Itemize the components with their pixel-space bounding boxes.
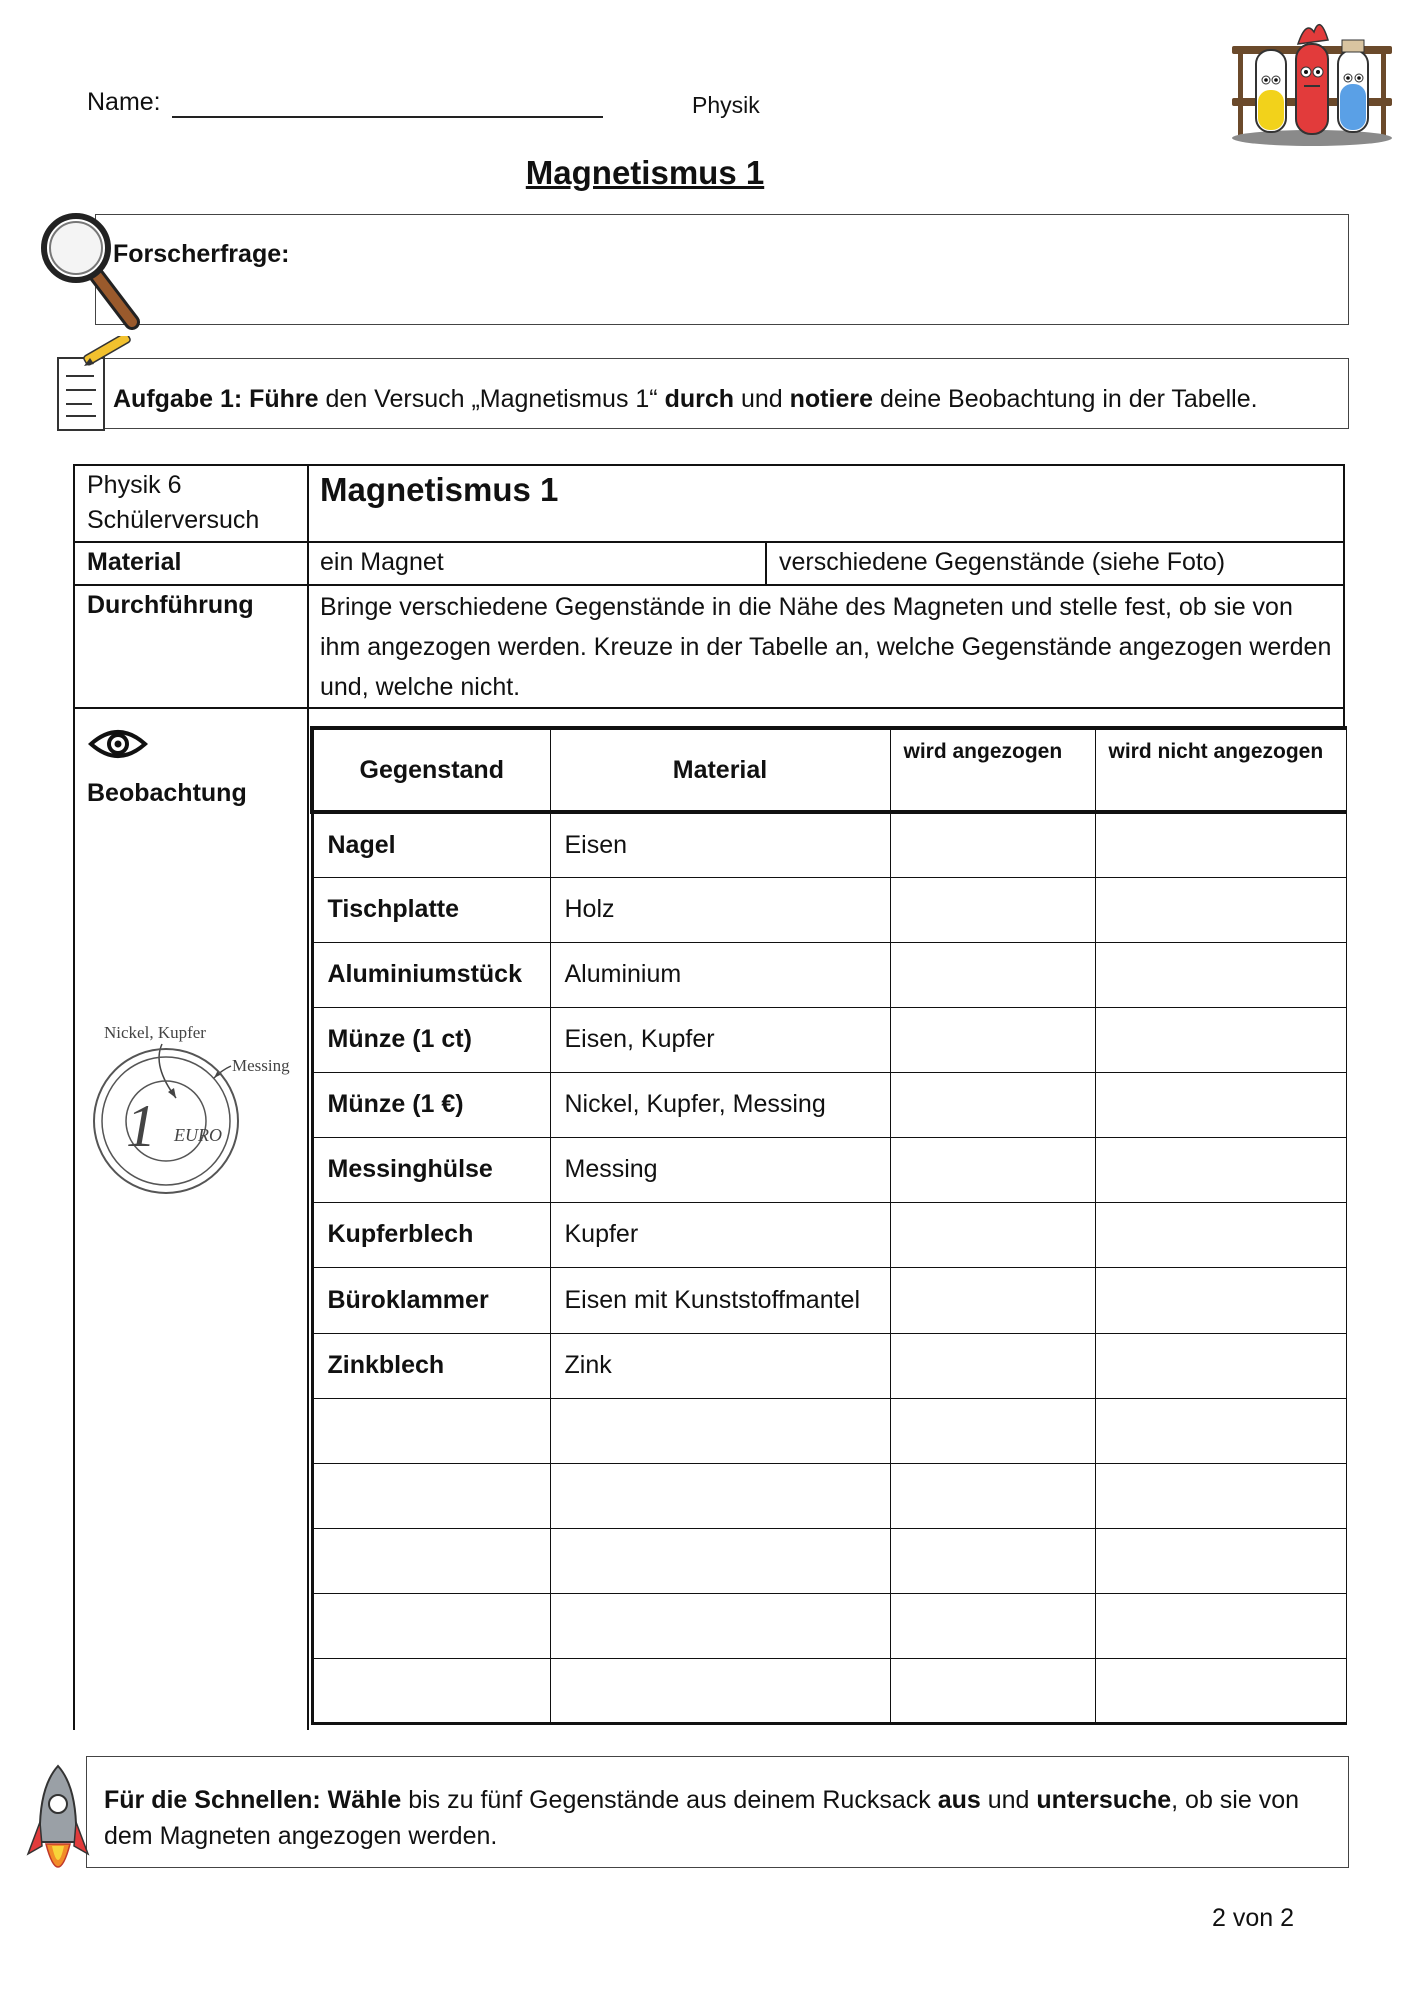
not-attracted-checkbox-cell[interactable] <box>1095 877 1346 942</box>
column-header-material: Material <box>550 728 890 812</box>
text-segment: bis zu fünf Gegenstände aus deinem Rucksack <box>401 1786 938 1814</box>
item-cell[interactable] <box>312 1528 550 1593</box>
table-row <box>312 1267 1346 1333</box>
attracted-checkbox-cell[interactable] <box>890 1072 1095 1137</box>
text-segment: und <box>980 1786 1037 1814</box>
coin-value-text: 1 <box>126 1093 156 1159</box>
table-row <box>312 942 1346 1007</box>
not-attracted-checkbox-cell[interactable] <box>1095 1267 1346 1333</box>
text-segment: Für die Schnellen: Wähle <box>104 1786 402 1814</box>
text-segment: Aufgabe 1: Führe <box>113 385 319 413</box>
table-row <box>312 1333 1346 1398</box>
material-item-2: verschiedene Gegenstände (siehe Foto) <box>779 548 1226 576</box>
not-attracted-checkbox-cell[interactable] <box>1095 1202 1346 1267</box>
table-row <box>312 1137 1346 1202</box>
not-attracted-checkbox-cell[interactable] <box>1095 1072 1346 1137</box>
not-attracted-checkbox-cell[interactable] <box>1095 1137 1346 1202</box>
experiment-title: Magnetismus 1 <box>320 471 559 508</box>
grid-column-divider <box>307 464 309 1730</box>
not-attracted-checkbox-cell[interactable] <box>1095 1398 1346 1463</box>
not-attracted-checkbox-cell[interactable] <box>1095 1007 1346 1072</box>
coin-euro-text: EURO <box>174 1125 222 1145</box>
attracted-checkbox-cell[interactable] <box>890 877 1095 942</box>
procedure-label: Durchführung <box>87 591 254 619</box>
rocket-icon <box>26 1762 90 1892</box>
material-cell[interactable] <box>550 1658 890 1723</box>
research-question-label: Forscherfrage: <box>113 240 290 268</box>
item-cell: Messinghülse <box>312 1137 550 1202</box>
item-cell: Münze (1 €) <box>312 1072 550 1137</box>
course-line-2: Schülerversuch <box>87 506 260 534</box>
observation-table <box>310 726 1347 1725</box>
table-row <box>312 1202 1346 1267</box>
item-cell[interactable] <box>312 1398 550 1463</box>
table-row <box>312 1007 1346 1072</box>
table-row <box>312 877 1346 942</box>
attracted-checkbox-cell[interactable] <box>890 1463 1095 1528</box>
material-cell: Messing <box>550 1137 890 1202</box>
table-row <box>312 1072 1346 1137</box>
subject-label: Physik <box>692 92 760 118</box>
fast-task-instruction <box>104 1782 1334 1854</box>
material-item-1: ein Magnet <box>320 548 444 576</box>
not-attracted-checkbox-cell[interactable] <box>1095 942 1346 1007</box>
table-row <box>312 1528 1346 1593</box>
text-segment: untersuche <box>1036 1786 1172 1814</box>
attracted-checkbox-cell[interactable] <box>890 1267 1095 1333</box>
page-title: Magnetismus 1 <box>525 154 765 191</box>
material-cell: Aluminium <box>550 942 890 1007</box>
material-cell: Eisen, Kupfer <box>550 1007 890 1072</box>
table-row <box>312 1398 1346 1463</box>
grid-row-divider <box>73 584 1345 586</box>
item-cell: Nagel <box>312 812 550 877</box>
attracted-checkbox-cell[interactable] <box>890 1398 1095 1463</box>
coin-figure <box>86 1016 302 1196</box>
material-cell: Nickel, Kupfer, Messing <box>550 1072 890 1137</box>
magnifier-icon <box>36 210 146 330</box>
grid-row-divider <box>73 707 1345 709</box>
item-cell[interactable] <box>312 1658 550 1723</box>
item-cell: Büroklammer <box>312 1267 550 1333</box>
text-segment: durch <box>664 385 735 413</box>
not-attracted-checkbox-cell[interactable] <box>1095 1528 1346 1593</box>
attracted-checkbox-cell[interactable] <box>890 1007 1095 1072</box>
text-segment: den Versuch „Magnetismus 1“ <box>318 385 665 413</box>
item-cell: Aluminiumstück <box>312 942 550 1007</box>
eye-icon <box>88 726 148 762</box>
name-input-line[interactable] <box>172 116 603 118</box>
attracted-checkbox-cell[interactable] <box>890 1658 1095 1723</box>
item-cell[interactable] <box>312 1593 550 1658</box>
item-cell: Tischplatte <box>312 877 550 942</box>
text-segment: , ob sie von dem Magneten angezogen werden. <box>104 1786 1306 1850</box>
table-row <box>312 1658 1346 1723</box>
material-cell[interactable] <box>550 1528 890 1593</box>
observation-label: Beobachtung <box>87 779 247 807</box>
material-cell: Eisen <box>550 812 890 877</box>
text-segment: notiere <box>789 385 873 413</box>
grid-left-border <box>73 464 75 1730</box>
item-cell: Kupferblech <box>312 1202 550 1267</box>
material-cell[interactable] <box>550 1398 890 1463</box>
text-segment: deine Beobachtung in der Tabelle. <box>873 385 1258 413</box>
grid-right-border <box>1343 464 1345 726</box>
attracted-checkbox-cell[interactable] <box>890 1137 1095 1202</box>
grid-top-border <box>73 464 1345 466</box>
attracted-checkbox-cell[interactable] <box>890 1202 1095 1267</box>
material-label: Material <box>87 548 182 576</box>
research-question-box[interactable] <box>95 214 1349 325</box>
attracted-checkbox-cell[interactable] <box>890 812 1095 877</box>
material-cell[interactable] <box>550 1463 890 1528</box>
material-cell: Kupfer <box>550 1202 890 1267</box>
course-line-1: Physik 6 <box>87 471 182 499</box>
item-cell: Zinkblech <box>312 1333 550 1398</box>
material-cell: Zink <box>550 1333 890 1398</box>
procedure-text: Bringe verschiedene Gegenstände in die Nähe des Magneten und stelle fest, ob sie von ihm angezogen werden. Kreuze in der Tabelle an, welche Gegenstände angezogen werden und, welche nicht. <box>320 593 1332 701</box>
page-number: 2 von 2 <box>1212 1904 1295 1932</box>
material-cell[interactable] <box>550 1593 890 1658</box>
test-tubes-icon <box>1228 10 1396 150</box>
name-label: Name: <box>87 88 161 116</box>
not-attracted-checkbox-cell[interactable] <box>1095 1593 1346 1658</box>
attracted-checkbox-cell[interactable] <box>890 1333 1095 1398</box>
attracted-checkbox-cell[interactable] <box>890 1593 1095 1658</box>
column-header-not-attracted: wird nicht angezogen <box>1095 728 1346 812</box>
not-attracted-checkbox-cell[interactable] <box>1095 1333 1346 1398</box>
item-cell[interactable] <box>312 1463 550 1528</box>
material-cell: Holz <box>550 877 890 942</box>
material-cell: Eisen mit Kunststoffmantel <box>550 1267 890 1333</box>
text-segment: aus <box>937 1786 981 1814</box>
not-attracted-checkbox-cell[interactable] <box>1095 1463 1346 1528</box>
table-row <box>312 812 1346 877</box>
attracted-checkbox-cell[interactable] <box>890 942 1095 1007</box>
course-label <box>87 468 259 538</box>
coin-label-messing: Messing <box>232 1056 290 1075</box>
attracted-checkbox-cell[interactable] <box>890 1528 1095 1593</box>
column-header-attracted: wird angezogen <box>890 728 1095 812</box>
item-cell: Münze (1 ct) <box>312 1007 550 1072</box>
not-attracted-checkbox-cell[interactable] <box>1095 812 1346 877</box>
grid-row-divider <box>73 541 1345 543</box>
table-row <box>312 1463 1346 1528</box>
task-instruction <box>113 385 1258 414</box>
not-attracted-checkbox-cell[interactable] <box>1095 1658 1346 1723</box>
text-segment: und <box>734 385 790 413</box>
coin-label-nickel: Nickel, Kupfer <box>104 1023 206 1042</box>
column-header-item: Gegenstand <box>312 728 550 812</box>
table-row <box>312 1593 1346 1658</box>
grid-material-divider <box>765 541 767 584</box>
